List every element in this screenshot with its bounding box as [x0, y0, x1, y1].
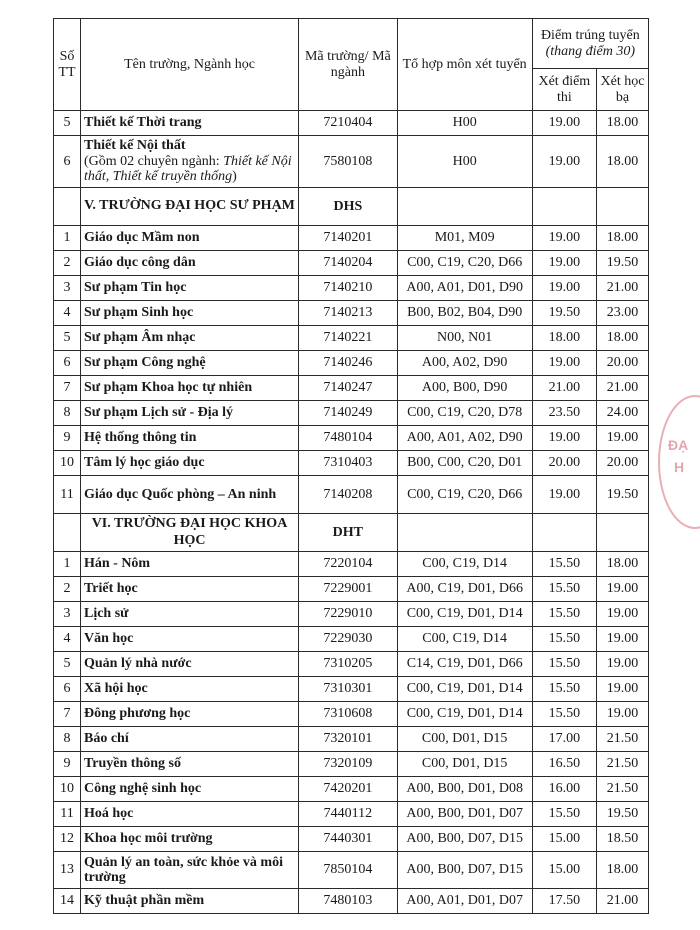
row-code: 7140210 [299, 276, 398, 301]
table-row [54, 652, 649, 677]
row-stt: 1 [54, 226, 81, 251]
row-name [80, 136, 298, 188]
row-name: Sư phạm Công nghệ [80, 351, 298, 376]
row-code: 7210404 [299, 111, 398, 136]
row-combination: C00, D01, D15 [397, 727, 532, 752]
header-stt: Số TT [54, 19, 81, 111]
row-score-exam: 15.50 [532, 602, 596, 627]
table-row [54, 827, 649, 852]
section-row [54, 514, 649, 552]
row-name: Hoá học [80, 802, 298, 827]
row-stt: 11 [54, 802, 81, 827]
row-code: 7440112 [299, 802, 398, 827]
section-title: VI. TRƯỜNG ĐẠI HỌC KHOA HỌC [80, 514, 298, 552]
row-name: Giáo dục Quốc phòng – An ninh [80, 476, 298, 514]
row-stt: 13 [54, 852, 81, 889]
row-score-record: 18.00 [597, 326, 649, 351]
row-stt: 1 [54, 552, 81, 577]
row-score-exam: 16.00 [532, 777, 596, 802]
header-score-scale: (thang điểm 30) [545, 43, 636, 59]
row-score-record: 23.00 [597, 301, 649, 326]
row-code: 7220104 [299, 552, 398, 577]
table-row [54, 677, 649, 702]
row-stt: 8 [54, 727, 81, 752]
row-score-exam: 19.00 [532, 351, 596, 376]
section-empty [597, 188, 649, 226]
section-code: DHS [299, 188, 398, 226]
row-score-exam: 20.00 [532, 451, 596, 476]
table-row [54, 351, 649, 376]
row-score-record: 21.50 [597, 752, 649, 777]
row-score-exam: 15.50 [532, 802, 596, 827]
row-name: Sư phạm Lịch sử - Địa lý [80, 401, 298, 426]
row-combination: A00, A01, D01, D07 [397, 889, 532, 914]
row-score-record: 18.00 [597, 852, 649, 889]
table-row [54, 136, 649, 188]
row-name: Sư phạm Khoa học tự nhiên [80, 376, 298, 401]
row-code: 7310608 [299, 702, 398, 727]
row-stt: 5 [54, 326, 81, 351]
header-name: Tên trường, Ngành học [80, 19, 298, 111]
section-stt [54, 514, 81, 552]
row-score-record: 19.50 [597, 476, 649, 514]
row-note-prefix: (Gồm 02 chuyên ngành: [83, 153, 224, 169]
row-score-exam: 17.00 [532, 727, 596, 752]
row-name: Hán - Nôm [80, 552, 298, 577]
table-row [54, 552, 649, 577]
row-score-record: 19.00 [597, 627, 649, 652]
row-score-exam: 15.50 [532, 702, 596, 727]
row-code: 7310205 [299, 652, 398, 677]
section-code: DHT [299, 514, 398, 552]
table-row [54, 577, 649, 602]
table-row [54, 602, 649, 627]
table-row [54, 226, 649, 251]
header-score-group [532, 19, 648, 69]
red-seal-stamp [658, 395, 700, 529]
row-stt: 3 [54, 276, 81, 301]
header-score-record: Xét học bạ [597, 69, 649, 111]
row-score-exam: 19.00 [532, 136, 596, 188]
row-combination: B00, B02, B04, D90 [397, 301, 532, 326]
row-combination: C00, D01, D15 [397, 752, 532, 777]
section-title: V. TRƯỜNG ĐẠI HỌC SƯ PHẠM [80, 188, 298, 226]
row-score-record: 20.00 [597, 451, 649, 476]
row-name: Sư phạm Tin học [80, 276, 298, 301]
row-score-record: 21.00 [597, 376, 649, 401]
row-combination: C00, C19, D01, D14 [397, 602, 532, 627]
row-score-exam: 19.50 [532, 301, 596, 326]
row-stt: 4 [54, 301, 81, 326]
row-stt: 5 [54, 111, 81, 136]
section-stt [54, 188, 81, 226]
row-name-main: Thiết kế Nội thất [83, 138, 186, 154]
row-name: Giáo dục Mầm non [80, 226, 298, 251]
row-combination: A00, A01, A02, D90 [397, 426, 532, 451]
row-code: 7480103 [299, 889, 398, 914]
row-stt: 6 [54, 677, 81, 702]
row-score-record: 18.00 [597, 111, 649, 136]
row-code: 7229010 [299, 602, 398, 627]
row-code: 7580108 [299, 136, 398, 188]
row-combination: A00, B00, D01, D07 [397, 802, 532, 827]
row-score-exam: 19.00 [532, 476, 596, 514]
row-name: Triết học [80, 577, 298, 602]
row-stt: 11 [54, 476, 81, 514]
row-name: Báo chí [80, 727, 298, 752]
row-stt: 2 [54, 577, 81, 602]
row-code: 7229030 [299, 627, 398, 652]
row-note-italic: Thiết kế Nội thất, Thiết kế truyền thống [83, 153, 292, 185]
row-name: Sư phạm Sinh học [80, 301, 298, 326]
table-row [54, 426, 649, 451]
row-combination: H00 [397, 136, 532, 188]
row-score-record: 19.50 [597, 802, 649, 827]
row-combination: C14, C19, D01, D66 [397, 652, 532, 677]
table-row [54, 627, 649, 652]
row-combination: B00, C00, C20, D01 [397, 451, 532, 476]
row-score-exam: 21.00 [532, 376, 596, 401]
row-stt: 9 [54, 426, 81, 451]
table-row [54, 301, 649, 326]
row-stt: 6 [54, 351, 81, 376]
row-code: 7480104 [299, 426, 398, 451]
table-row [54, 889, 649, 914]
row-stt: 10 [54, 777, 81, 802]
table-row [54, 326, 649, 351]
table-header [54, 19, 649, 111]
row-name: Giáo dục công dân [80, 251, 298, 276]
row-score-record: 24.00 [597, 401, 649, 426]
row-stt: 12 [54, 827, 81, 852]
row-score-record: 19.00 [597, 577, 649, 602]
section-empty [397, 188, 532, 226]
row-combination: C00, C19, C20, D66 [397, 476, 532, 514]
row-code: 7140213 [299, 301, 398, 326]
row-score-record: 19.00 [597, 602, 649, 627]
table-row [54, 727, 649, 752]
header-combination: Tổ hợp môn xét tuyển [397, 19, 532, 111]
row-stt: 14 [54, 889, 81, 914]
row-score-record: 21.50 [597, 777, 649, 802]
row-score-exam: 15.00 [532, 827, 596, 852]
row-combination: C00, C19, C20, D78 [397, 401, 532, 426]
row-score-record: 21.00 [597, 889, 649, 914]
header-score-title: Điểm trúng tuyển [540, 27, 640, 43]
row-score-record: 20.00 [597, 351, 649, 376]
header-score-exam: Xét điểm thi [532, 69, 596, 111]
row-combination: A00, A01, D01, D90 [397, 276, 532, 301]
row-code: 7850104 [299, 852, 398, 889]
row-stt: 5 [54, 652, 81, 677]
row-name: Công nghệ sinh học [80, 777, 298, 802]
row-combination: A00, B00, D01, D08 [397, 777, 532, 802]
row-score-record: 21.00 [597, 276, 649, 301]
row-score-record: 19.50 [597, 251, 649, 276]
row-score-record: 18.50 [597, 827, 649, 852]
table-body [54, 111, 649, 914]
row-code: 7310403 [299, 451, 398, 476]
row-score-exam: 18.00 [532, 326, 596, 351]
row-name: Kỹ thuật phần mềm [80, 889, 298, 914]
row-code: 7140208 [299, 476, 398, 514]
row-code: 7440301 [299, 827, 398, 852]
row-combination: A00, B00, D07, D15 [397, 852, 532, 889]
row-combination: C00, C19, D14 [397, 552, 532, 577]
row-score-record: 19.00 [597, 426, 649, 451]
row-score-exam: 19.00 [532, 251, 596, 276]
table-row [54, 401, 649, 426]
row-score-exam: 15.50 [532, 677, 596, 702]
section-empty [532, 188, 596, 226]
table-row [54, 451, 649, 476]
table-row [54, 476, 649, 514]
row-combination: H00 [397, 111, 532, 136]
row-score-exam: 17.50 [532, 889, 596, 914]
row-stt: 4 [54, 627, 81, 652]
row-name: Thiết kế Thời trang [80, 111, 298, 136]
table-row [54, 777, 649, 802]
row-code: 7140221 [299, 326, 398, 351]
row-combination: A00, B00, D90 [397, 376, 532, 401]
row-code: 7140204 [299, 251, 398, 276]
row-stt: 7 [54, 376, 81, 401]
row-code: 7310301 [299, 677, 398, 702]
row-name: Đông phương học [80, 702, 298, 727]
row-stt: 6 [54, 136, 81, 188]
row-combination: A00, B00, D07, D15 [397, 827, 532, 852]
row-combination: A00, A02, D90 [397, 351, 532, 376]
row-combination: M01, M09 [397, 226, 532, 251]
row-name: Lịch sử [80, 602, 298, 627]
row-stt: 9 [54, 752, 81, 777]
row-combination: C00, C19, D01, D14 [397, 677, 532, 702]
row-code: 7140247 [299, 376, 398, 401]
row-name: Truyền thông số [80, 752, 298, 777]
row-score-exam: 19.00 [532, 226, 596, 251]
row-score-record: 18.00 [597, 552, 649, 577]
row-combination: N00, N01 [397, 326, 532, 351]
section-empty [532, 514, 596, 552]
row-code: 7140246 [299, 351, 398, 376]
row-score-exam: 19.00 [532, 276, 596, 301]
row-score-exam: 16.50 [532, 752, 596, 777]
section-empty [597, 514, 649, 552]
row-name: Quản lý nhà nước [80, 652, 298, 677]
row-note-suffix: ) [232, 169, 237, 185]
admission-score-table [53, 18, 649, 914]
row-score-exam: 15.50 [532, 552, 596, 577]
row-score-exam: 15.00 [532, 852, 596, 889]
row-name: Sư phạm Âm nhạc [80, 326, 298, 351]
table-row [54, 752, 649, 777]
row-name: Quản lý an toàn, sức khỏe và môi trường [80, 852, 298, 889]
table-row [54, 802, 649, 827]
row-code: 7229001 [299, 577, 398, 602]
row-name: Tâm lý học giáo dục [80, 451, 298, 476]
row-stt: 8 [54, 401, 81, 426]
row-name: Xã hội học [80, 677, 298, 702]
row-score-exam: 15.50 [532, 652, 596, 677]
row-combination: C00, C19, C20, D66 [397, 251, 532, 276]
row-score-exam: 15.50 [532, 627, 596, 652]
row-score-record: 18.00 [597, 136, 649, 188]
section-row [54, 188, 649, 226]
header-code: Mã trường/ Mã ngành [299, 19, 398, 111]
row-name: Khoa học môi trường [80, 827, 298, 852]
row-combination: A00, C19, D01, D66 [397, 577, 532, 602]
row-score-exam: 15.50 [532, 577, 596, 602]
row-code: 7140249 [299, 401, 398, 426]
row-name: Văn học [80, 627, 298, 652]
row-score-record: 19.00 [597, 652, 649, 677]
stamp-text-1: ĐẠ [668, 437, 689, 453]
row-stt: 2 [54, 251, 81, 276]
row-stt: 10 [54, 451, 81, 476]
row-score-exam: 23.50 [532, 401, 596, 426]
table-row [54, 251, 649, 276]
row-code: 7320109 [299, 752, 398, 777]
row-score-record: 19.00 [597, 702, 649, 727]
table-row [54, 111, 649, 136]
row-name: Hệ thống thông tin [80, 426, 298, 451]
table-row [54, 276, 649, 301]
table-row [54, 852, 649, 889]
table-row [54, 376, 649, 401]
row-stt: 3 [54, 602, 81, 627]
stamp-text-2: H [674, 459, 685, 475]
row-code: 7140201 [299, 226, 398, 251]
row-score-record: 21.50 [597, 727, 649, 752]
row-score-record: 18.00 [597, 226, 649, 251]
row-combination: C00, C19, D14 [397, 627, 532, 652]
table-row [54, 702, 649, 727]
section-empty [397, 514, 532, 552]
row-stt: 7 [54, 702, 81, 727]
row-code: 7320101 [299, 727, 398, 752]
row-combination: C00, C19, D01, D14 [397, 702, 532, 727]
row-score-exam: 19.00 [532, 426, 596, 451]
row-score-record: 19.00 [597, 677, 649, 702]
row-score-exam: 19.00 [532, 111, 596, 136]
row-code: 7420201 [299, 777, 398, 802]
